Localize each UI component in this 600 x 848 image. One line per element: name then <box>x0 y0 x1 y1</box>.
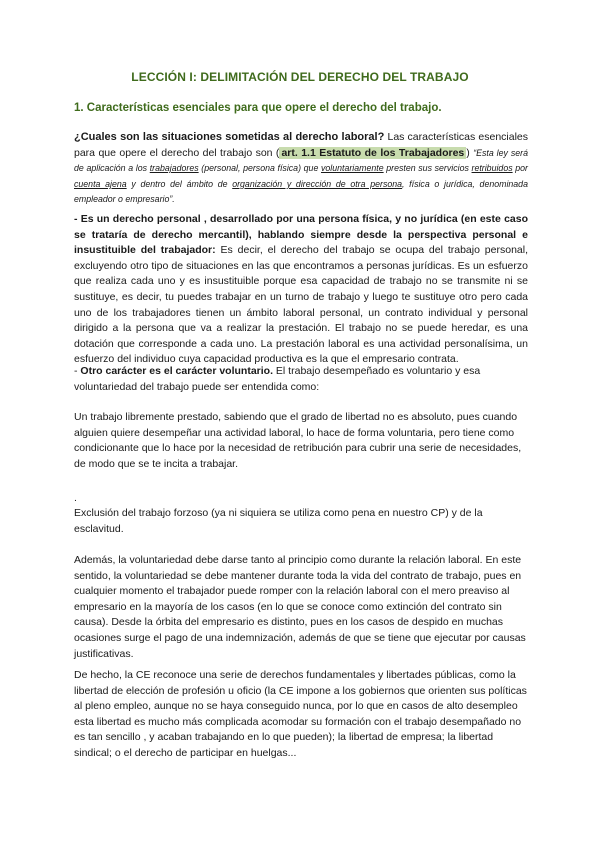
intro-text: Las características esenciales para que opere el derecho del trabajo son ( <box>74 131 528 159</box>
intro-question: ¿Cuales son las situaciones sometidas al derecho laboral? <box>74 131 385 143</box>
term-retribuidos: retribuidos <box>471 163 513 174</box>
paragraph-forzoso: Exclusión del trabajo forzoso (ya ni siquiera se utiliza como pena en nuestro CP) y de la esclavitud. <box>74 507 483 535</box>
voluntario-text: El trabajo desempeñado es voluntario y esa voluntariedad del trabajo puede ser entendida como: <box>74 365 481 393</box>
paragraph-ce: De hecho, la CE reconoce una serie de derechos fundamentales y libertades públicas, como la libertad de elección de profesión u oficio (la CE impone a los gobiernos que orienten sus políticas al pleno empleo, aunque no se haya conseguido nunca, por lo que en casos de alto desempleo esta libertad es mucho más complicada acomodar su formación con el trabajo desempañado no es tan sencillo , y acaban trabajando en lo que pueden); la libertad de empresa; la libertad sindical; o el derecho de participar en huelgas... <box>74 669 527 759</box>
term-organizacion: organización y dirección de otra persona <box>232 178 403 189</box>
paragraph-ademas: Además, la voluntariedad debe darse tanto al principio como durante la relación laboral. En este sentido, la voluntariedad se debe mantener durante toda la vida del contrato de trabajo, pues en cualquier momento el trabajador puede romper con la relación laboral con el mero preaviso al empresario en la mayoría de los casos (en lo que se conoce como extinción del contrato sin causa). Desde la órbita del empresario es distinto, pues en los casos de despido en muchas ocasiones surge el pago de una indemnización, además de que se tiene que ejecutar por causas justificativas. <box>74 554 526 660</box>
term-trabajadores: trabajadores <box>149 163 199 174</box>
section-heading: 1. Características esenciales para que opere el derecho del trabajo. <box>74 102 442 114</box>
page-title: LECCIÓN I: DELIMITACIÓN DEL DERECHO DEL TRABAJO <box>131 70 469 84</box>
personal-bold: - Es un derecho personal , desarrollado por una persona física, y no jurídica (en este caso se trataría de derecho mercantil), hablando siempre desde la perspectiva personal e insustituible del trabajador: <box>74 213 528 257</box>
voluntario-bold: Otro carácter es el carácter voluntario. <box>80 365 274 377</box>
statute-reference: art. 1.1 Estatuto de los Trabajadores <box>281 146 465 159</box>
personal-text: Es decir, el derecho del trabajo se ocupa del trabajo personal, excluyendo otro tipo de situaciones en las que encontramos a personas jurídicas. Es un esfuerzo que realiza cada uno y es insustituible porque esa capacidad de trabajo no se transmite ni se sustituye, es decir, tu puedes trabajar en un turno de trabajo y luego te sustituye otro pero cada uno de los trabajadores tienen un ámbito laboral personal, un contrato individual y personal dirigido a la persona que va a realizar la prestación. El trabajo no se puede heredar, es una dotación que corresponde a cada uno. La prestación laboral es una actividad personalísima, un esfuerzo del individuo cuya capacidad productiva es la que el empresario contrata. <box>74 244 529 366</box>
paragraph-voluntario: - Otro carácter es el carácter voluntario. El trabajo desempeñado es voluntario y esa voluntariedad del trabajo puede ser entendida como: <box>74 365 481 393</box>
paragraph-personal <box>74 212 528 368</box>
paragraph-libre: Un trabajo libremente prestado, sabiendo que el grado de libertad no es absoluto, pues cuando alguien quiere desempeñar una actividad laboral, lo hace de forma voluntaria, pero tiene como condicionante que lo hace por la necesidad de retribución para cubrir una serie de necesidades, de modo que se te incita a trabajar. <box>74 411 522 470</box>
intro-paragraph: ¿Cuales son las situaciones sometidas al derecho laboral? Las características esenciales para que opere el derecho del trabajo son ( art. 1.1 Estatuto de los Trabajadores ) “Esta ley será de aplicación a los trabajadores (personal, persona física) que voluntariamente presten sus servicios retribuidos por cuenta ajena y dentro del ámbito de organización y dirección de otra persona, física o jurídica, denominada empleador o empresario”. <box>74 131 528 205</box>
term-cuenta-ajena: cuenta ajena <box>74 178 127 189</box>
term-voluntariamente: voluntariamente <box>321 163 384 174</box>
separator-dot: . <box>74 492 77 504</box>
